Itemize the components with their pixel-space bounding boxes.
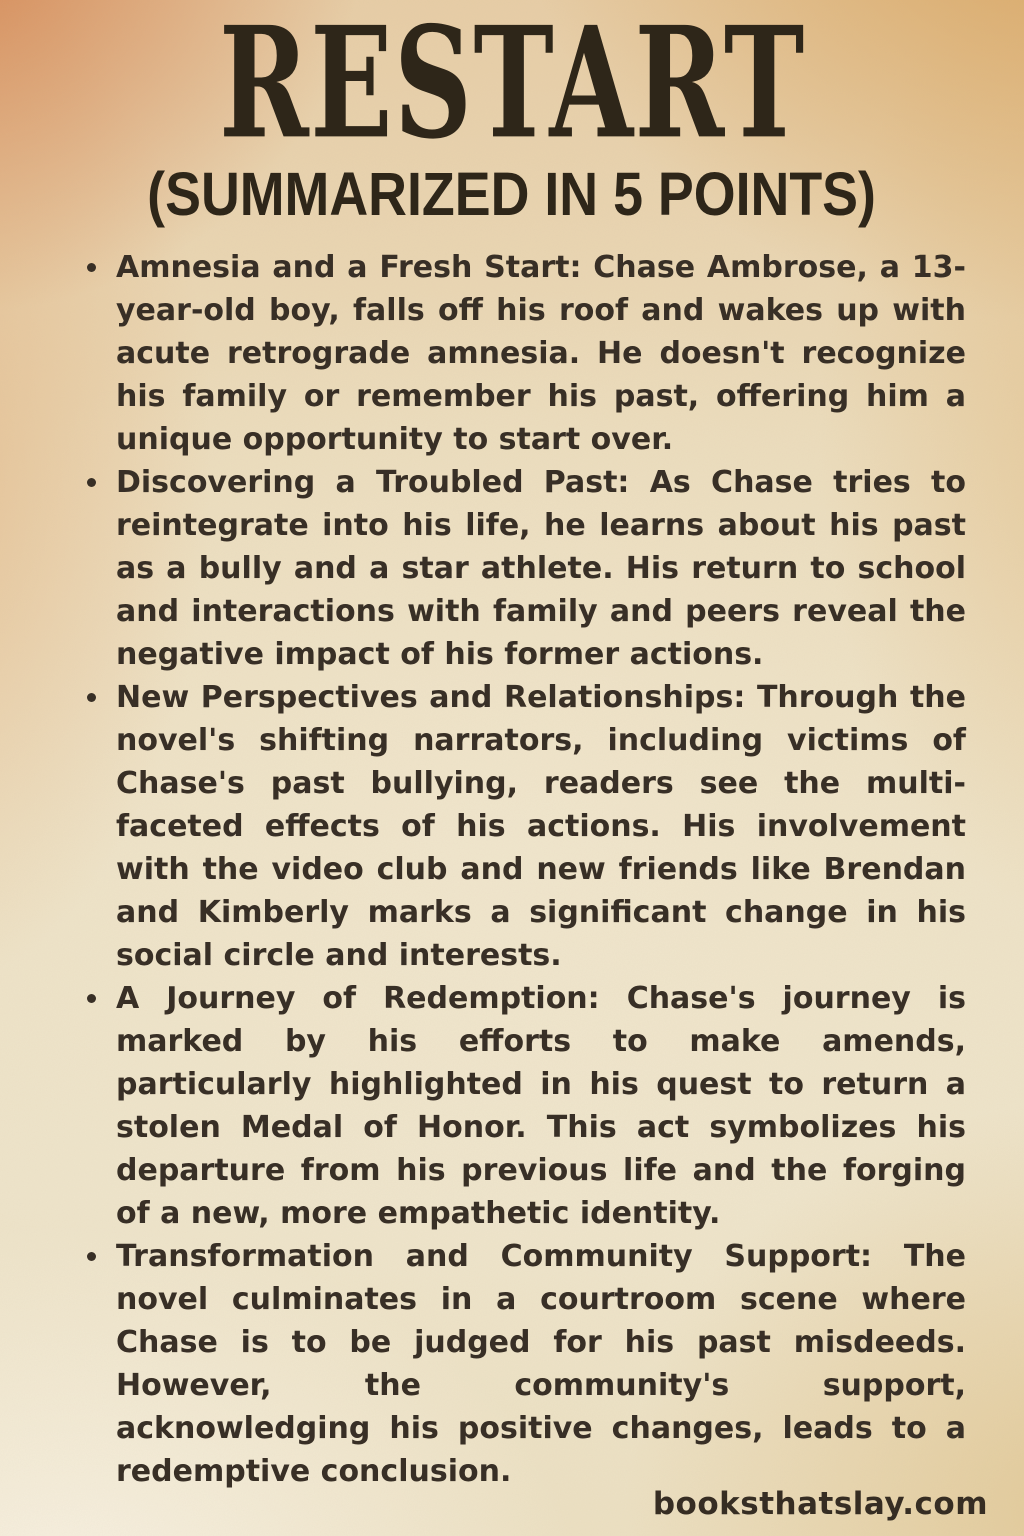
point-3-body: Through the novel's shifting narrators, including victims of Chase's past bullying, readers see the multi-faceted effects of his actions. His involvement with the video club and new friends like Brendan and Kimberly marks a significant change in his social circle and interests. — [116, 680, 966, 973]
summary-point-4 — [80, 977, 966, 1235]
point-4-body: Chase's journey is marked by his efforts to make amends, particularly highlighted in his quest to return a stolen Medal of Honor. This act symbolizes his departure from his previous life and the forging of a new, more empathetic identity. — [116, 981, 966, 1231]
summary-points-list — [80, 246, 966, 1493]
summary-point-5 — [80, 1235, 966, 1493]
page-subtitle: (SUMMARIZED IN 5 POINTS) — [147, 158, 877, 228]
point-5-heading: Transformation and Community Support: — [116, 1239, 873, 1274]
point-1-body: Chase Ambrose, a 13-year-old boy, falls off his roof and wakes up with acute retrograde amnesia. He doesn't recognize his family or remember his past, offering him a unique opportunity to start over. — [116, 250, 966, 457]
point-2-body: As Chase tries to reintegrate into his life, he learns about his past as a bully and a star athlete. His return to school and interactions with family and peers reveal the negative impact of his former actions. — [116, 465, 966, 672]
point-5-body: The novel culminates in a courtroom scene where Chase is to be judged for his past misdeeds. However, the community's support, acknowledging his positive changes, leads to a redemptive conclusion. — [116, 1239, 966, 1489]
summary-point-3 — [80, 676, 966, 977]
page-title: RESTART — [218, 0, 806, 174]
summary-point-2 — [80, 461, 966, 676]
website-watermark: booksthatslay.com — [652, 1486, 988, 1522]
point-3-heading: New Perspectives and Relationships: — [116, 680, 746, 715]
summary-point-1 — [80, 246, 966, 461]
point-1-heading: Amnesia and a Fresh Start: — [116, 250, 582, 285]
point-4-heading: A Journey of Redemption: — [116, 981, 600, 1016]
point-2-heading: Discovering a Troubled Past: — [116, 465, 630, 500]
